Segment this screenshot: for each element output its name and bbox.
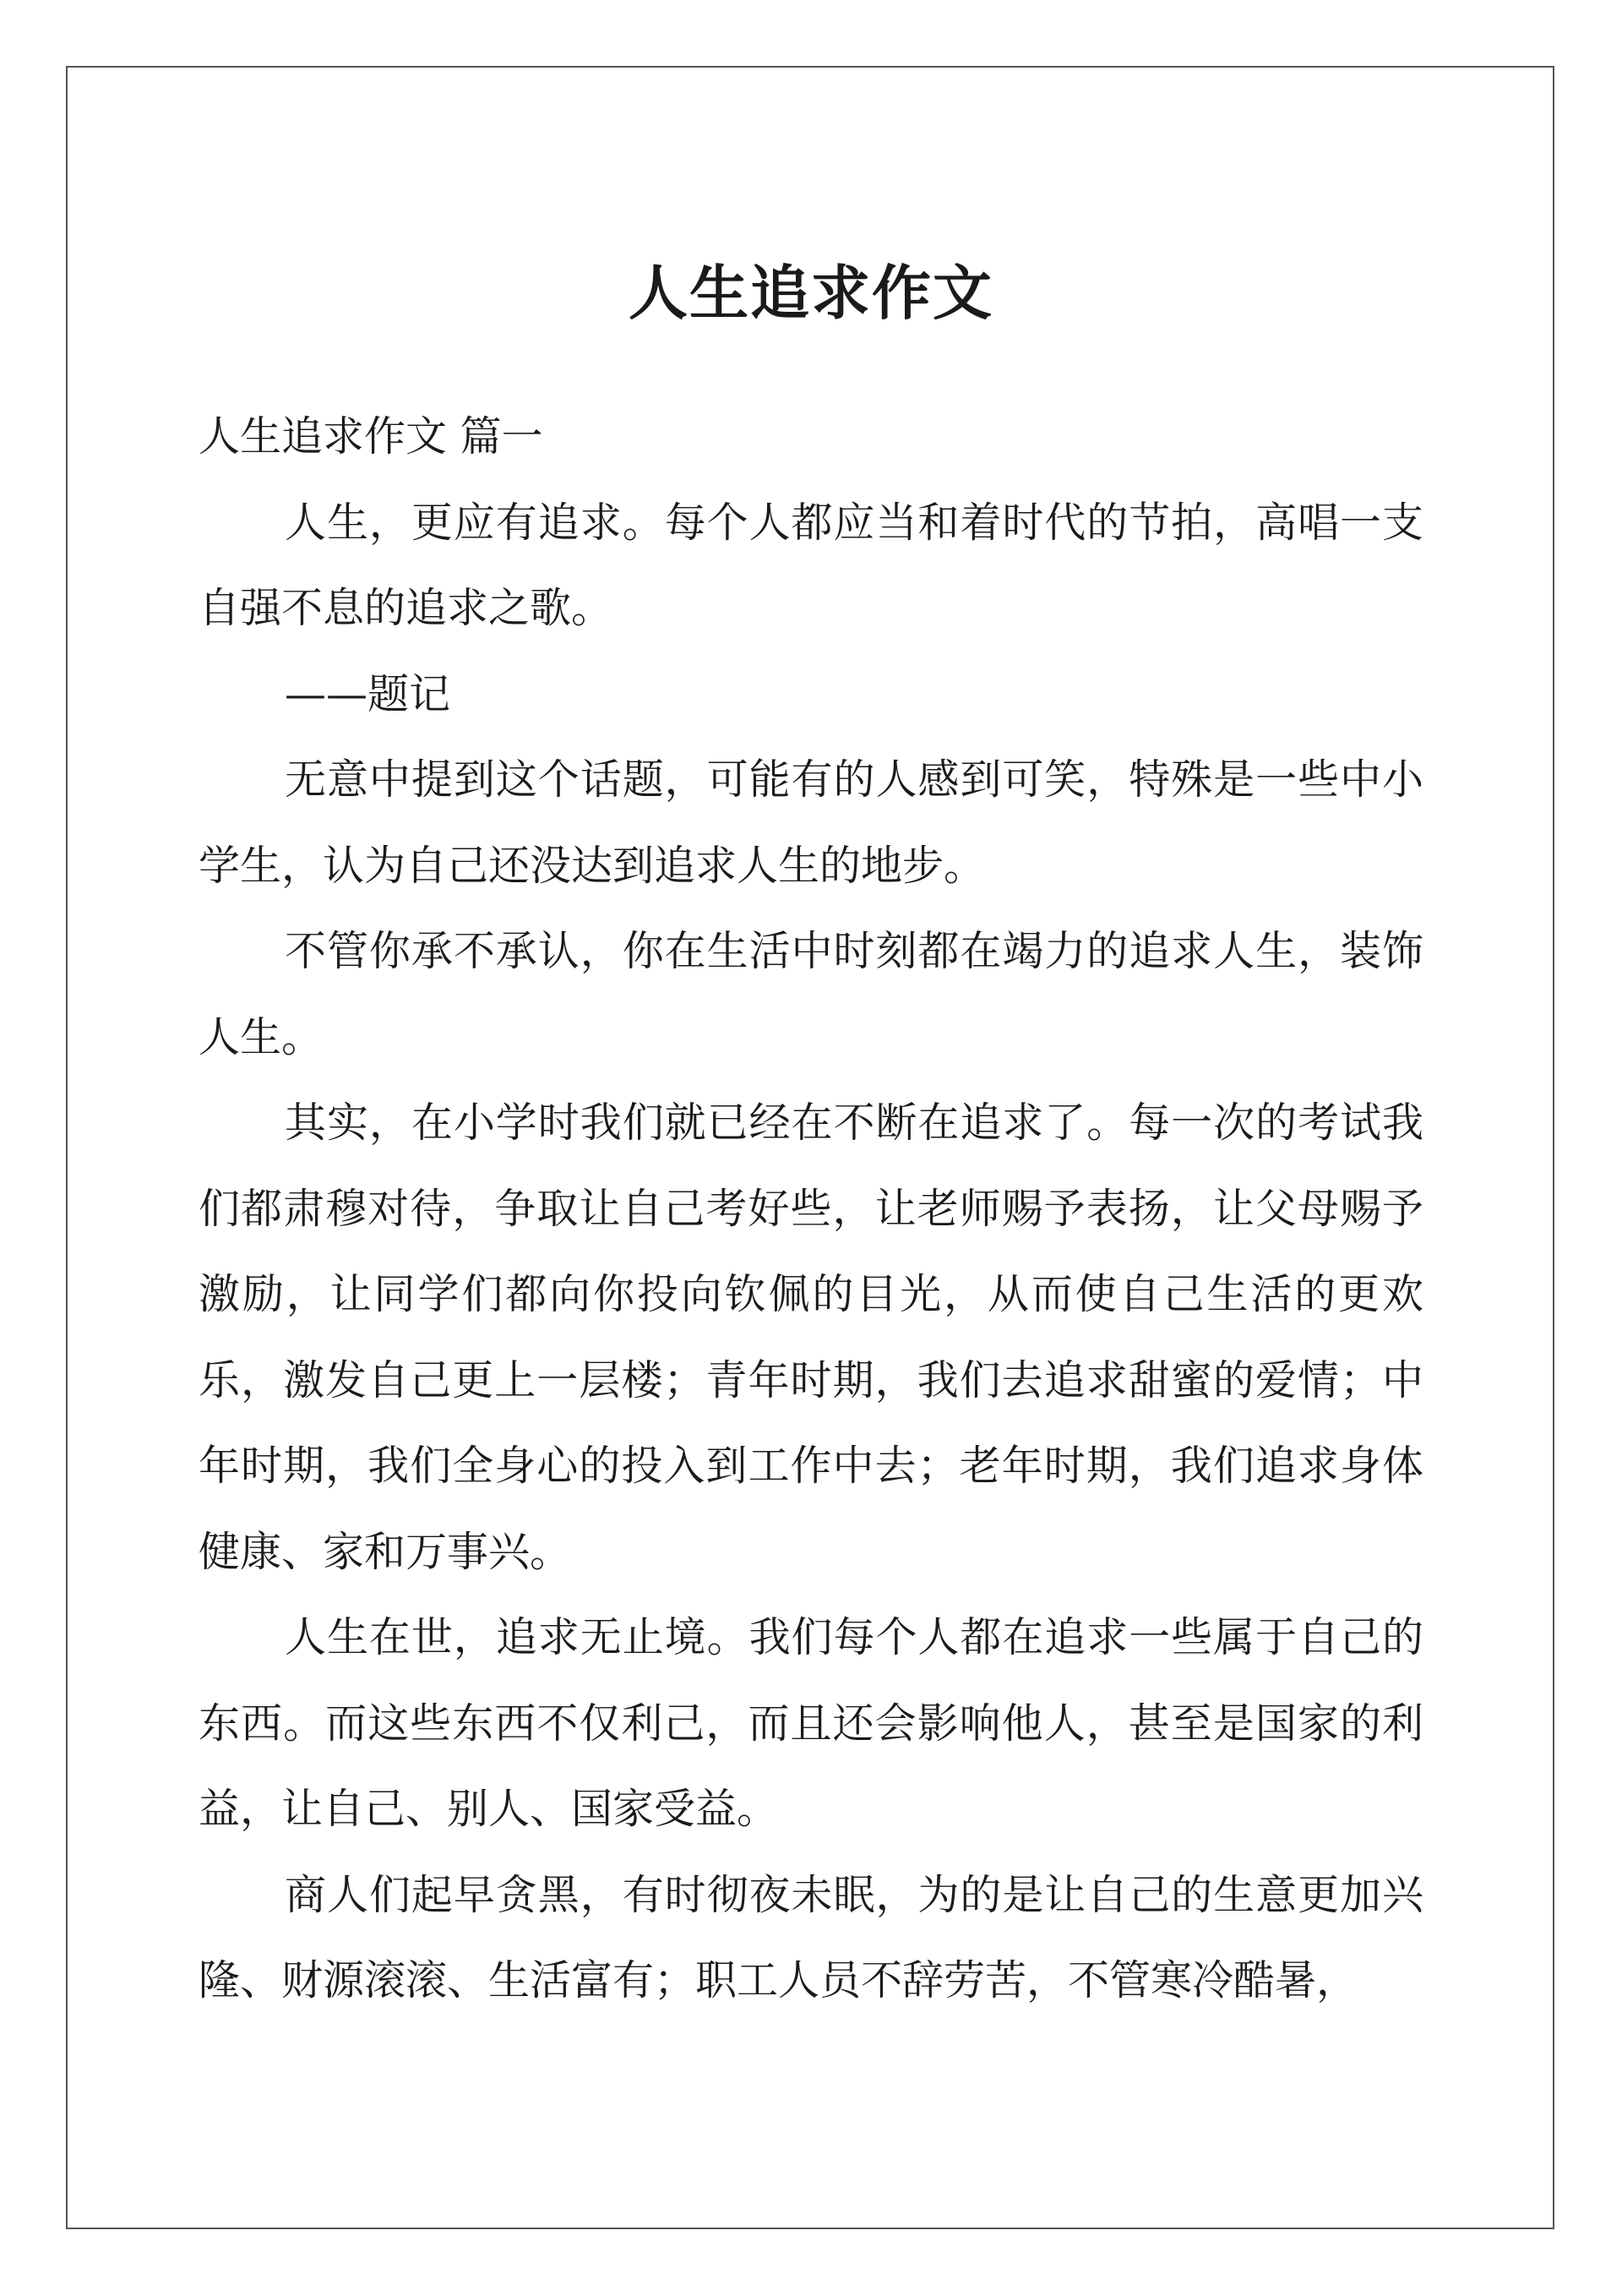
paragraph-6: 商人们起早贪黑，有时彻夜未眠，为的是让自己的生意更加兴隆、财源滚滚、生活富有；职工人员不辞劳苦，不管寒冷酷暑，: [199, 1870, 1423, 2004]
paragraph-5: 人生在世，追求无止境。我们每个人都在追求一些属于自己的东西。而这些东西不仅利己，而且还会影响他人，甚至是国家的利益，让自己、别人、国家受益。: [199, 1613, 1423, 1833]
section-heading: 人生追求作文 篇一: [199, 412, 543, 461]
document-title: 人生追求作文: [629, 258, 993, 328]
paragraph-3: 不管你承不承认，你在生活中时刻都在竭力的追求人生，装饰人生。: [199, 927, 1423, 1061]
document-body: [199, 394, 1423, 2024]
paragraph-1: 人生，更应有追求。每个人都应当和着时代的节拍，高唱一支自强不息的追求之歌。: [199, 498, 1423, 632]
paragraph-epigraph: ——题记: [285, 669, 451, 718]
paragraph-4: 其实，在小学时我们就已经在不断在追求了。每一次的考试我们都肃穆对待，争取让自己考好些，让老师赐予表扬，让父母赐予激励，让同学们都向你投向钦佩的目光，从而使自己生活的更欢乐，激发自己更上一层楼；青年时期，我们去追求甜蜜的爱情；中年时期，我们全身心的投入到工作中去；老年时期，我们追求身体健康、家和万事兴。: [199, 1099, 1423, 1576]
paragraph-2: 无意中提到这个话题，可能有的人感到可笑，特殊是一些中小学生，认为自己还没达到追求人生的地步。: [199, 755, 1423, 890]
